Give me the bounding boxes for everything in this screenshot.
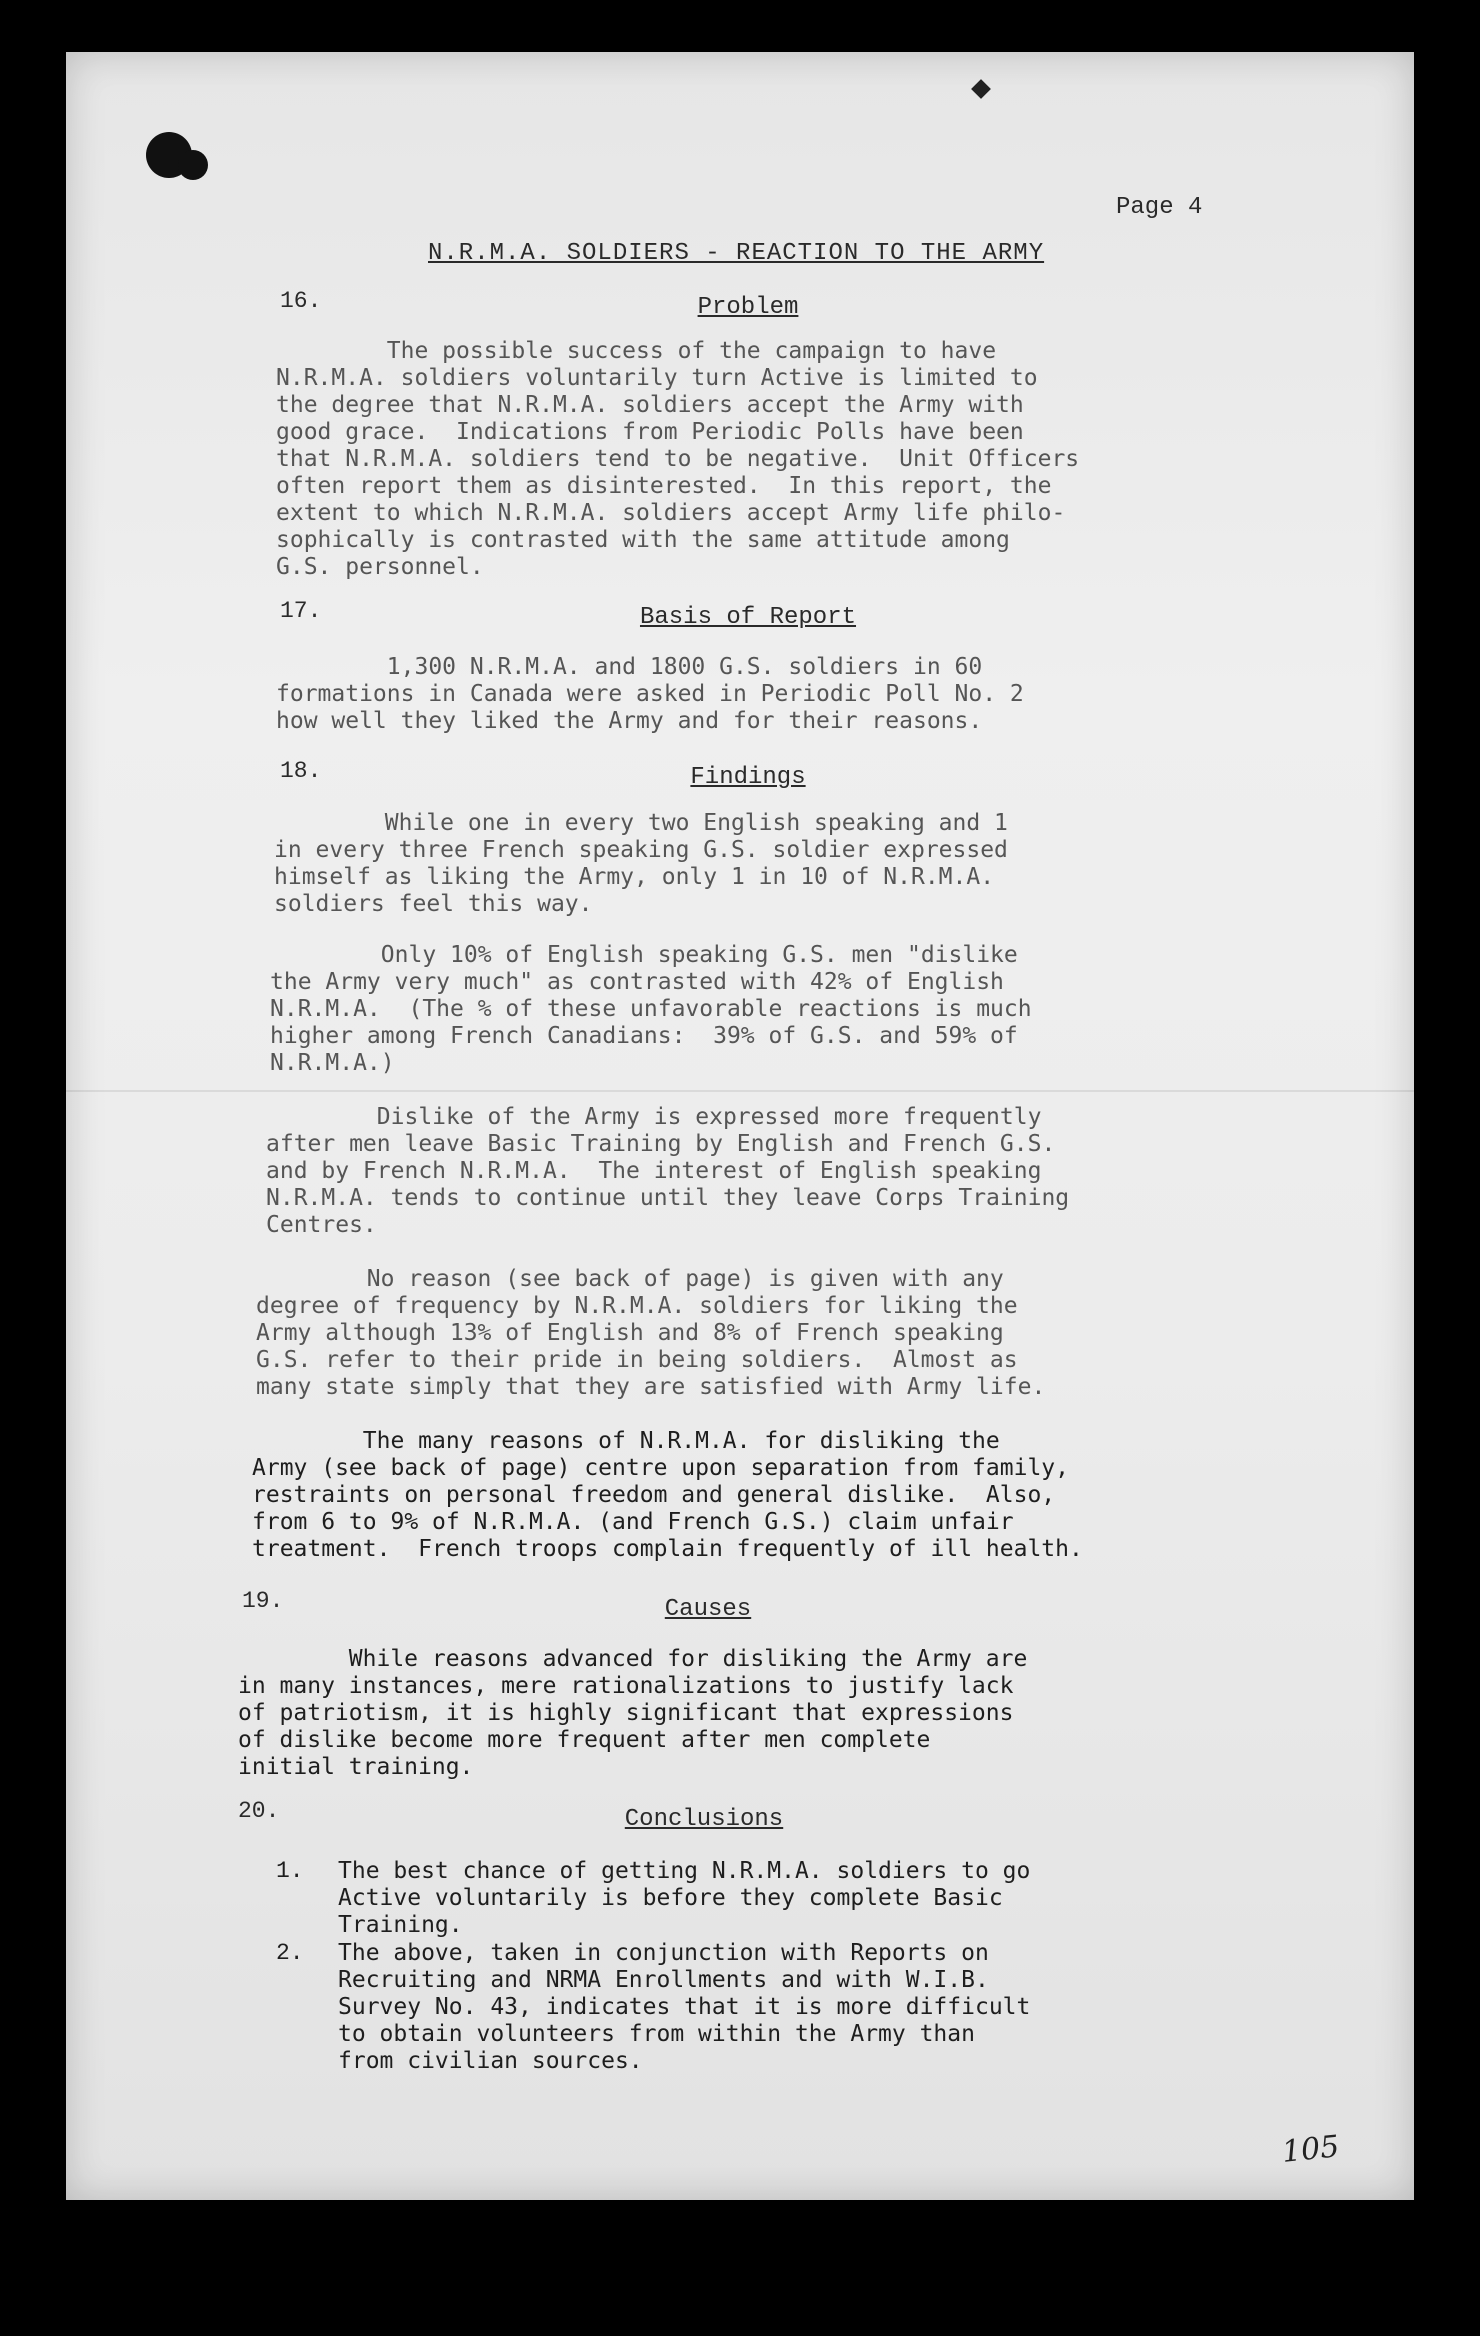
section-heading: Basis of Report [639, 604, 857, 631]
document-title: N.R.M.A. SOLDIERS - REACTION TO THE ARMY [428, 240, 1045, 267]
section-paragraph: While one in every two English speaking and 1 in every three French speaking G.S. soldier expressed himself as liking the Army, only 1 in 10 of N.R.M.A. soldiers feel this way. [274, 810, 1008, 917]
document-page [66, 52, 1414, 2200]
punch-hole-mark-secondary [178, 150, 208, 180]
conclusion-text: The above, taken in conjunction with Reports on Recruiting and NRMA Enrollments and with W.I.B. Survey No. 43, indicates that it is more difficult to obtain volunteers from within the Army than from civilian sources. [338, 1940, 1031, 2074]
section-paragraph: The possible success of the campaign to have N.R.M.A. soldiers voluntarily turn Active is limited to the degree that N.R.M.A. soldiers accept the Army with good grace. Indications from Periodic Polls have been that N.R.M.A. soldiers tend to be negative. Unit Officers often report them as disinterested. In this report, the extent to which N.R.M.A. soldiers accept Army life philo- sophically is contrasted with the same attitude among G.S. personnel. [276, 338, 1080, 580]
conclusion-text: The best chance of getting N.R.M.A. soldiers to go Active voluntarily is before they complete Basic Training. [338, 1858, 1031, 1938]
section-heading: Conclusions [624, 1806, 784, 1833]
section-paragraph: Dislike of the Army is expressed more frequently after men leave Basic Training by English and French G.S. and by French N.R.M.A. The interest of English speaking N.R.M.A. tends to continue until they leave Corps Training Centres. [266, 1104, 1070, 1238]
section-number: 17. [280, 598, 322, 624]
conclusion-marker: 1. [276, 1858, 304, 1884]
page-number: Page 4 [1116, 194, 1203, 221]
section-paragraph: Only 10% of English speaking G.S. men "dislike the Army very much" as contrasted with 42% of English N.R.M.A. (The % of these unfavorable reactions is much higher among French Canadians: 39% of G.S. and 59% of N.R.M.A.) [270, 942, 1032, 1076]
section-heading: Causes [664, 1596, 752, 1623]
section-paragraph: 1,300 N.R.M.A. and 1800 G.S. soldiers in 60 formations in Canada were asked in Periodic Poll No. 2 how well they liked the Army and for their reasons. [276, 654, 1024, 734]
section-paragraph: No reason (see back of page) is given with any degree of frequency by N.R.M.A. soldiers for liking the Army although 13% of English and 8% of French speaking G.S. refer to their pride in being soldiers. Almost as many state simply that they are satisfied with Army life. [256, 1266, 1046, 1400]
ink-mark [971, 79, 991, 99]
section-number: 19. [242, 1588, 284, 1614]
section-number: 18. [280, 758, 322, 784]
section-number: 20. [238, 1798, 280, 1824]
conclusion-marker: 2. [276, 1940, 304, 1966]
fold-line [66, 1090, 1414, 1092]
section-paragraph: While reasons advanced for disliking the Army are in many instances, mere rationalizations to justify lack of patriotism, it is highly significant that expressions of dislike become more frequent after men complete initial training. [238, 1646, 1028, 1780]
section-number: 16. [280, 288, 322, 314]
section-heading: Findings [690, 764, 806, 791]
section-heading: Problem [697, 294, 799, 321]
section-paragraph: The many reasons of N.R.M.A. for disliking the Army (see back of page) centre upon separation from family, restraints on personal freedom and general dislike. Also, from 6 to 9% of N.R.M.A. (and French G.S.) claim unfair treatment. French troops complain frequently of ill health. [252, 1428, 1083, 1562]
handwritten-folio-number: 105 [1280, 2129, 1341, 2170]
